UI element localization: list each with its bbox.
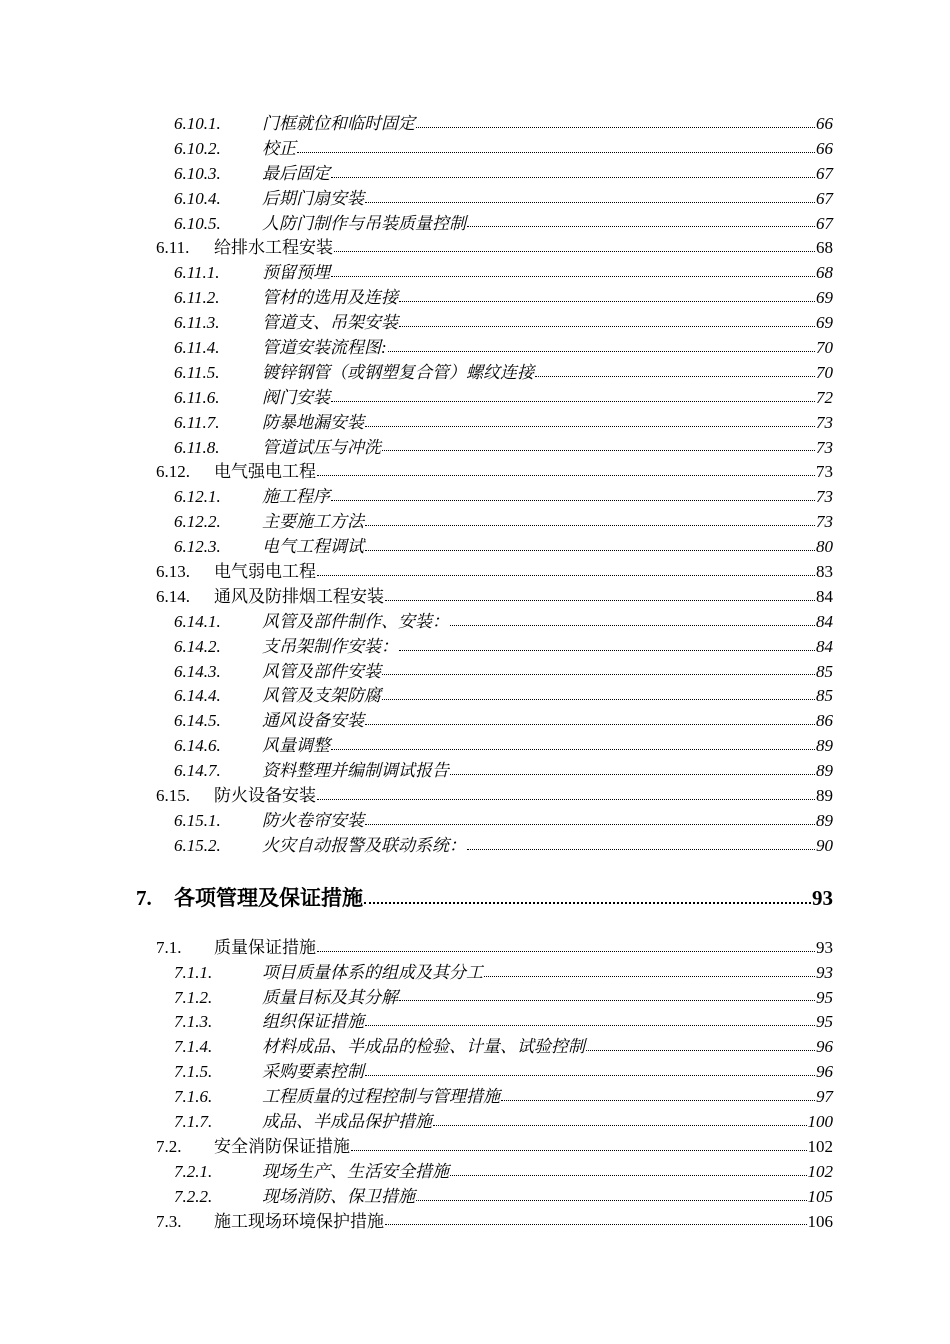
toc-entry-number: 6.14.6. [174,736,221,756]
dot-leader [450,774,815,775]
toc-entry-number: 6.13. [156,562,190,582]
dot-leader [535,376,815,377]
toc-entry-title: 火灾自动报警及联动系统： [262,835,466,855]
toc-entry-title: 电气弱电工程 [214,562,316,582]
dot-leader [331,500,815,501]
toc-entry-title: 现场生产、生活安全措施 [262,1161,449,1181]
toc-entry-page: 95 [816,987,833,1007]
toc-entry-page: 69 [816,288,833,308]
toc-entry-number: 6.14.2. [174,636,221,656]
dot-leader [331,276,815,277]
toc-entry-title: 主要施工方法 [262,512,364,532]
toc-entry-page: 89 [816,761,833,781]
toc-entry-number: 6.15.2. [174,835,221,855]
toc-entry-number: 7.1.7. [174,1111,213,1131]
toc-entry-title: 风量调整 [262,736,330,756]
dot-leader [365,1075,815,1076]
toc-entry-number: 6.14. [156,586,190,606]
toc-entry[interactable] [0,873,833,923]
toc-entry-number: 6.11.2. [174,288,220,308]
toc-entry-page: 73 [816,487,833,507]
toc-entry-page: 86 [816,711,833,731]
toc-entry-title: 防火设备安装 [214,786,316,806]
dot-leader [433,1125,807,1126]
toc-entry-page: 66 [816,138,833,158]
toc-entry-number: 6.14.3. [174,661,221,681]
toc-entry-title: 项目质量体系的组成及其分工 [262,962,483,982]
toc-entry-page: 73 [816,512,833,532]
toc-entry-page: 80 [816,537,833,557]
dot-leader [331,749,815,750]
toc-entry-title: 通风设备安装 [262,711,364,731]
toc-entry-title: 校正 [262,138,296,158]
dot-leader [365,525,815,526]
dot-leader [467,849,815,850]
toc-entry-page: 102 [807,1136,833,1156]
dot-leader [484,976,815,977]
toc-entry-title: 组织保证措施 [262,1012,364,1032]
dot-leader [382,699,815,700]
toc-entry-page: 95 [816,1012,833,1032]
toc-entry-number: 6.14.1. [174,611,221,631]
table-of-contents [0,112,950,1234]
dot-leader [364,902,811,904]
toc-entry-number: 7.1.3. [174,1012,213,1032]
toc-entry-page: 70 [816,362,833,382]
dot-leader [365,426,815,427]
toc-entry-title: 现场消防、保卫措施 [262,1186,415,1206]
toc-entry-title: 管材的选用及连接 [262,288,398,308]
toc-entry[interactable] [0,1135,833,1160]
toc-entry-page: 102 [807,1161,833,1181]
toc-entry[interactable] [0,986,833,1011]
toc-entry-page: 96 [816,1062,833,1082]
toc-entry-number: 6.10.2. [174,138,221,158]
toc-entry-page: 73 [816,462,833,482]
dot-leader [467,226,815,227]
toc-entry-title: 施工现场环境保护措施 [214,1211,384,1231]
toc-entry-title: 资料整理并编制调试报告 [262,761,449,781]
toc-entry-number: 7.1.4. [174,1037,213,1057]
toc-entry-number: 6.14.5. [174,711,221,731]
toc-entry[interactable] [0,660,833,685]
dot-leader [586,1050,815,1051]
dot-leader [382,450,815,451]
toc-entry-page: 68 [816,238,833,258]
toc-entry-page: 85 [816,661,833,681]
toc-entry-number: 7.1. [156,937,182,957]
toc-entry-title: 防火卷帘安装 [262,810,364,830]
dot-leader [317,475,815,476]
toc-entry-number: 7. [136,885,152,910]
toc-entry-title: 工程质量的过程控制与管理措施 [262,1087,500,1107]
toc-entry[interactable] [0,1110,833,1135]
toc-entry-number: 6.10.5. [174,213,221,233]
toc-entry[interactable] [0,709,833,734]
toc-entry[interactable] [0,809,833,834]
toc-entry-number: 6.15.1. [174,810,221,830]
toc-entry[interactable] [0,112,833,137]
toc-entry-page: 100 [807,1111,833,1131]
dot-leader [416,1200,807,1201]
toc-entry-title: 质量保证措施 [214,937,316,957]
toc-entry[interactable] [0,635,833,660]
toc-entry[interactable] [0,236,833,261]
toc-entry[interactable] [0,212,833,237]
toc-entry-page: 93 [816,962,833,982]
dot-leader [399,650,815,651]
dot-leader [385,1224,807,1225]
toc-entry-number: 6.12. [156,462,190,482]
toc-entry[interactable] [0,336,833,361]
toc-entry-title: 阀门安装 [262,387,330,407]
toc-entry-title: 人防门制作与吊装质量控制 [262,213,466,233]
toc-entry[interactable] [0,187,833,212]
dot-leader [399,326,815,327]
toc-entry-page: 84 [816,586,833,606]
toc-entry[interactable] [0,361,833,386]
toc-entry-number: 6.14.4. [174,686,221,706]
toc-entry[interactable] [0,1010,833,1035]
toc-entry-number: 6.12.2. [174,512,221,532]
dot-leader [365,824,815,825]
toc-entry-page: 73 [816,437,833,457]
toc-entry[interactable] [0,485,833,510]
toc-entry-number: 6.11.4. [174,338,220,358]
dot-leader [399,1000,815,1001]
toc-entry[interactable] [0,610,833,635]
dot-leader [450,625,815,626]
toc-entry-page: 89 [816,786,833,806]
toc-entry-title: 质量目标及其分解 [262,987,398,1007]
toc-entry-number: 6.12.3. [174,537,221,557]
toc-entry-page: 69 [816,313,833,333]
dot-leader [365,724,815,725]
toc-entry-title: 镀锌钢管（或钢塑复合管）螺纹连接 [262,362,534,382]
toc-entry-number: 7.1.2. [174,987,213,1007]
toc-entry-number: 6.11.8. [174,437,220,457]
toc-entry-title: 采购要素控制 [262,1062,364,1082]
toc-entry[interactable] [0,137,833,162]
toc-entry-number: 6.10.4. [174,188,221,208]
toc-entry-title: 管道试压与冲洗 [262,437,381,457]
dot-leader [334,251,815,252]
toc-entry[interactable] [0,386,833,411]
toc-entry-title: 安全消防保证措施 [214,1136,350,1156]
dot-leader [365,202,815,203]
toc-entry-page: 97 [816,1087,833,1107]
toc-entry-page: 84 [816,636,833,656]
toc-entry-page: 89 [816,810,833,830]
toc-entry[interactable] [0,460,833,485]
toc-entry-title: 最后固定 [262,163,330,183]
toc-entry-page: 67 [816,213,833,233]
toc-entry-page: 67 [816,163,833,183]
toc-entry-number: 6.15. [156,786,190,806]
toc-entry[interactable] [0,936,833,961]
toc-entry[interactable] [0,436,833,461]
toc-entry-number: 7.1.1. [174,962,213,982]
toc-entry[interactable] [0,1160,833,1185]
toc-entry-page: 73 [816,412,833,432]
toc-entry[interactable] [0,784,833,809]
toc-entry-page: 68 [816,263,833,283]
toc-entry-page: 93 [816,937,833,957]
toc-entry[interactable] [0,1035,833,1060]
dot-leader [365,1025,815,1026]
toc-entry-number: 6.11.1. [174,263,220,283]
toc-entry[interactable] [0,1185,833,1210]
toc-entry-number: 6.14.7. [174,761,221,781]
toc-entry-title: 施工程序 [262,487,330,507]
toc-entry-title: 材料成品、半成品的检验、计量、试验控制 [262,1037,585,1057]
toc-entry-title: 预留预埋 [262,263,330,283]
toc-entry-page: 93 [812,885,833,910]
dot-leader [297,152,815,153]
toc-entry[interactable] [0,684,833,709]
toc-entry-number: 7.3. [156,1211,182,1231]
toc-entry-number: 6.11.3. [174,313,220,333]
toc-entry-title: 支吊架制作安装： [262,636,398,656]
toc-entry-number: 6.11.5. [174,362,220,382]
dot-leader [416,127,815,128]
toc-entry-page: 106 [807,1211,833,1231]
toc-entry-title: 管道支、吊架安装 [262,313,398,333]
toc-entry-title: 风管及部件制作、安装： [262,611,449,631]
toc-entry-number: 7.1.6. [174,1087,213,1107]
toc-entry[interactable] [0,535,833,560]
dot-leader [317,575,815,576]
toc-entry-title: 成品、半成品保护措施 [262,1111,432,1131]
toc-entry[interactable] [0,1210,833,1235]
toc-entry[interactable] [0,759,833,784]
toc-entry-title: 门框就位和临时固定 [262,114,415,133]
toc-entry-title: 通风及防排烟工程安装 [214,586,384,606]
toc-entry-page: 90 [816,835,833,855]
dot-leader [351,1150,807,1151]
toc-entry[interactable] [0,560,833,585]
toc-entry-page: 72 [816,387,833,407]
toc-entry-title: 风管及部件安装 [262,661,381,681]
toc-entry[interactable] [0,510,833,535]
toc-entry-number: 6.12.1. [174,487,221,507]
toc-entry-page: 85 [816,686,833,706]
toc-entry-page: 66 [816,114,833,133]
toc-entry-title: 防暴地漏安装 [262,412,364,432]
toc-entry[interactable] [0,286,833,311]
toc-entry-page: 96 [816,1037,833,1057]
toc-entry-title: 管道安装流程图: [262,338,387,358]
toc-entry-number: 6.10.3. [174,163,221,183]
dot-leader [365,550,815,551]
toc-entry-title: 后期门扇安装 [262,188,364,208]
toc-entry-page: 83 [816,562,833,582]
toc-entry-title: 各项管理及保证措施 [174,885,363,910]
dot-leader [501,1100,815,1101]
dot-leader [399,301,815,302]
toc-entry-page: 89 [816,736,833,756]
toc-entry-title: 电气强电工程 [214,462,316,482]
toc-entry-page: 70 [816,338,833,358]
toc-entry-number: 7.2.1. [174,1161,213,1181]
toc-entry-number: 7.2.2. [174,1186,213,1206]
toc-entry-page: 105 [807,1186,833,1206]
toc-entry-number: 6.11.6. [174,387,220,407]
dot-leader [317,951,815,952]
toc-entry[interactable] [0,734,833,759]
toc-entry[interactable] [0,411,833,436]
toc-entry-number: 6.11. [156,238,190,258]
dot-leader [382,674,815,675]
dot-leader [317,799,815,800]
toc-entry-number: 7.1.5. [174,1062,213,1082]
toc-entry-title: 风管及支架防腐 [262,686,381,706]
dot-leader [331,177,815,178]
toc-entry[interactable] [0,961,833,986]
toc-entry[interactable] [0,311,833,336]
dot-leader [385,600,815,601]
toc-entry-number: 6.10.1. [174,114,221,133]
toc-entry-page: 84 [816,611,833,631]
toc-entry-title: 给排水工程安装 [214,238,333,258]
dot-leader [450,1175,807,1176]
toc-entry[interactable] [0,585,833,610]
toc-entry-number: 7.2. [156,1136,182,1156]
toc-entry-number: 6.11.7. [174,412,220,432]
toc-entry-page: 67 [816,188,833,208]
dot-leader [331,401,815,402]
toc-entry[interactable] [0,1085,833,1110]
toc-entry-title: 电气工程调试 [262,537,364,557]
toc-entry[interactable] [0,834,833,859]
toc-entry[interactable] [0,261,833,286]
dot-leader [388,351,815,352]
toc-entry[interactable] [0,162,833,187]
toc-entry[interactable] [0,1060,833,1085]
